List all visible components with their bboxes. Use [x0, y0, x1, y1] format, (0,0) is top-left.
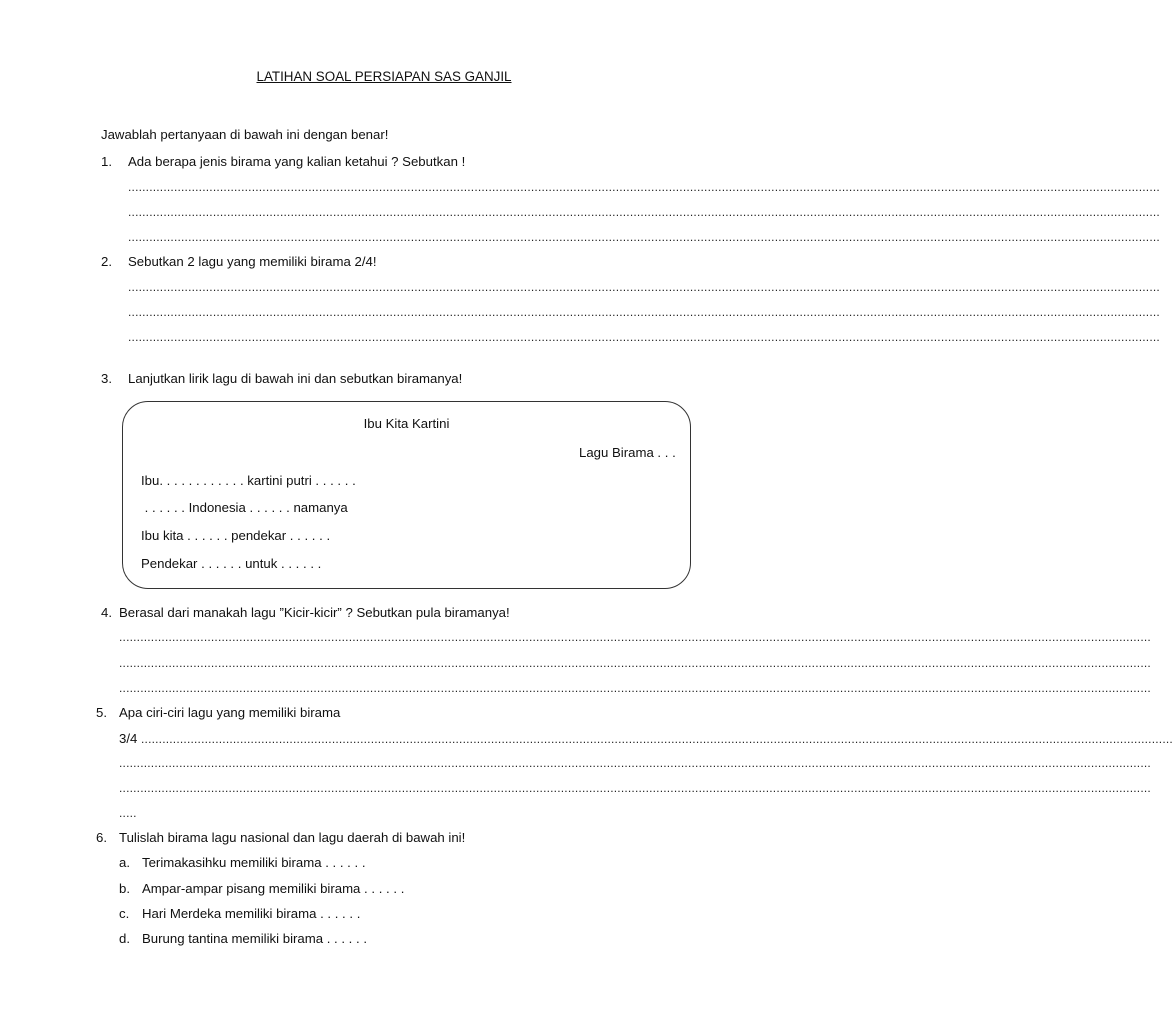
q6-number: 6.	[96, 830, 107, 845]
page-title: LATIHAN SOAL PERSIAPAN SAS GANJIL	[256, 69, 512, 84]
q1-answer-line-1[interactable]: ....................................................................................................................................................................................................................................................................................................	[128, 180, 1160, 194]
q4-answer-line-2[interactable]: ....................................................................................................................................................................................................................................................................................................	[119, 656, 1151, 670]
q4-text: Berasal dari manakah lagu ”Kicir-kicir” ? Sebutkan pula biramanya!	[119, 605, 510, 620]
q5-text: Apa ciri-ciri lagu yang memiliki birama	[119, 705, 341, 720]
q2-answer-line-1[interactable]: ....................................................................................................................................................................................................................................................................................................	[128, 280, 1160, 294]
q6-item-d-letter: d.	[119, 931, 130, 946]
q6-item-c-letter: c.	[119, 906, 130, 921]
q3-number: 3.	[101, 371, 112, 386]
q6-item-d-text: Burung tantina memiliki birama . . . . . .	[142, 931, 368, 946]
q4-answer-line-3[interactable]: ....................................................................................................................................................................................................................................................................................................	[119, 681, 1151, 695]
q1-answer-line-3[interactable]: ....................................................................................................................................................................................................................................................................................................	[128, 230, 1160, 244]
lyric-line-4: Pendekar . . . . . . untuk . . . . . .	[141, 556, 322, 571]
song-title: Ibu Kita Kartini	[363, 416, 450, 431]
q6-item-b-letter: b.	[119, 881, 130, 896]
q1-answer-line-2[interactable]: ....................................................................................................................................................................................................................................................................................................	[128, 205, 1160, 219]
q5-birama-prefix: 3/4	[119, 731, 138, 746]
lyric-line-1: Ibu. . . . . . . . . . . . kartini putri . . . . . .	[141, 473, 356, 488]
lyric-line-3: Ibu kita . . . . . . pendekar . . . . . .	[141, 528, 331, 543]
q2-answer-line-2[interactable]: ....................................................................................................................................................................................................................................................................................................	[128, 305, 1160, 319]
q2-text: Sebutkan 2 lagu yang memiliki birama 2/4!	[128, 254, 377, 269]
q1-text: Ada berapa jenis birama yang kalian ketahui ? Sebutkan !	[128, 154, 466, 169]
q2-answer-line-3[interactable]: ....................................................................................................................................................................................................................................................................................................	[128, 330, 1160, 344]
q5-answer-line-3[interactable]: ....................................................................................................................................................................................................................................................................................................	[119, 781, 1151, 795]
q1-number: 1.	[101, 154, 112, 169]
q5-answer-line-2[interactable]: ....................................................................................................................................................................................................................................................................................................	[119, 756, 1151, 770]
q5-number: 5.	[96, 705, 107, 720]
q6-item-a-letter: a.	[119, 855, 130, 870]
q6-text: Tulislah birama lagu nasional dan lagu daerah di bawah ini!	[119, 830, 466, 845]
q3-text: Lanjutkan lirik lagu di bawah ini dan sebutkan biramanya!	[128, 371, 463, 386]
q6-item-b-text: Ampar-ampar pisang memiliki birama . . . . . .	[142, 881, 405, 896]
q5-answer-tail[interactable]: .....	[119, 806, 137, 820]
q6-item-c-text: Hari Merdeka memiliki birama . . . . . .	[142, 906, 361, 921]
birama-label: Lagu Birama . . .	[579, 445, 676, 460]
lyric-line-2: . . . . . . Indonesia . . . . . . namanya	[141, 500, 348, 515]
q4-number: 4.	[101, 605, 112, 620]
instruction: Jawablah pertanyaan di bawah ini dengan benar!	[101, 127, 389, 142]
q2-number: 2.	[101, 254, 112, 269]
q6-item-a-text: Terimakasihku memiliki birama . . . . . .	[142, 855, 366, 870]
q5-answer-line-1[interactable]: ....................................................................................................................................................................................................................................................................................................	[141, 732, 1173, 746]
q4-answer-line-1[interactable]: ....................................................................................................................................................................................................................................................................................................	[119, 630, 1151, 644]
